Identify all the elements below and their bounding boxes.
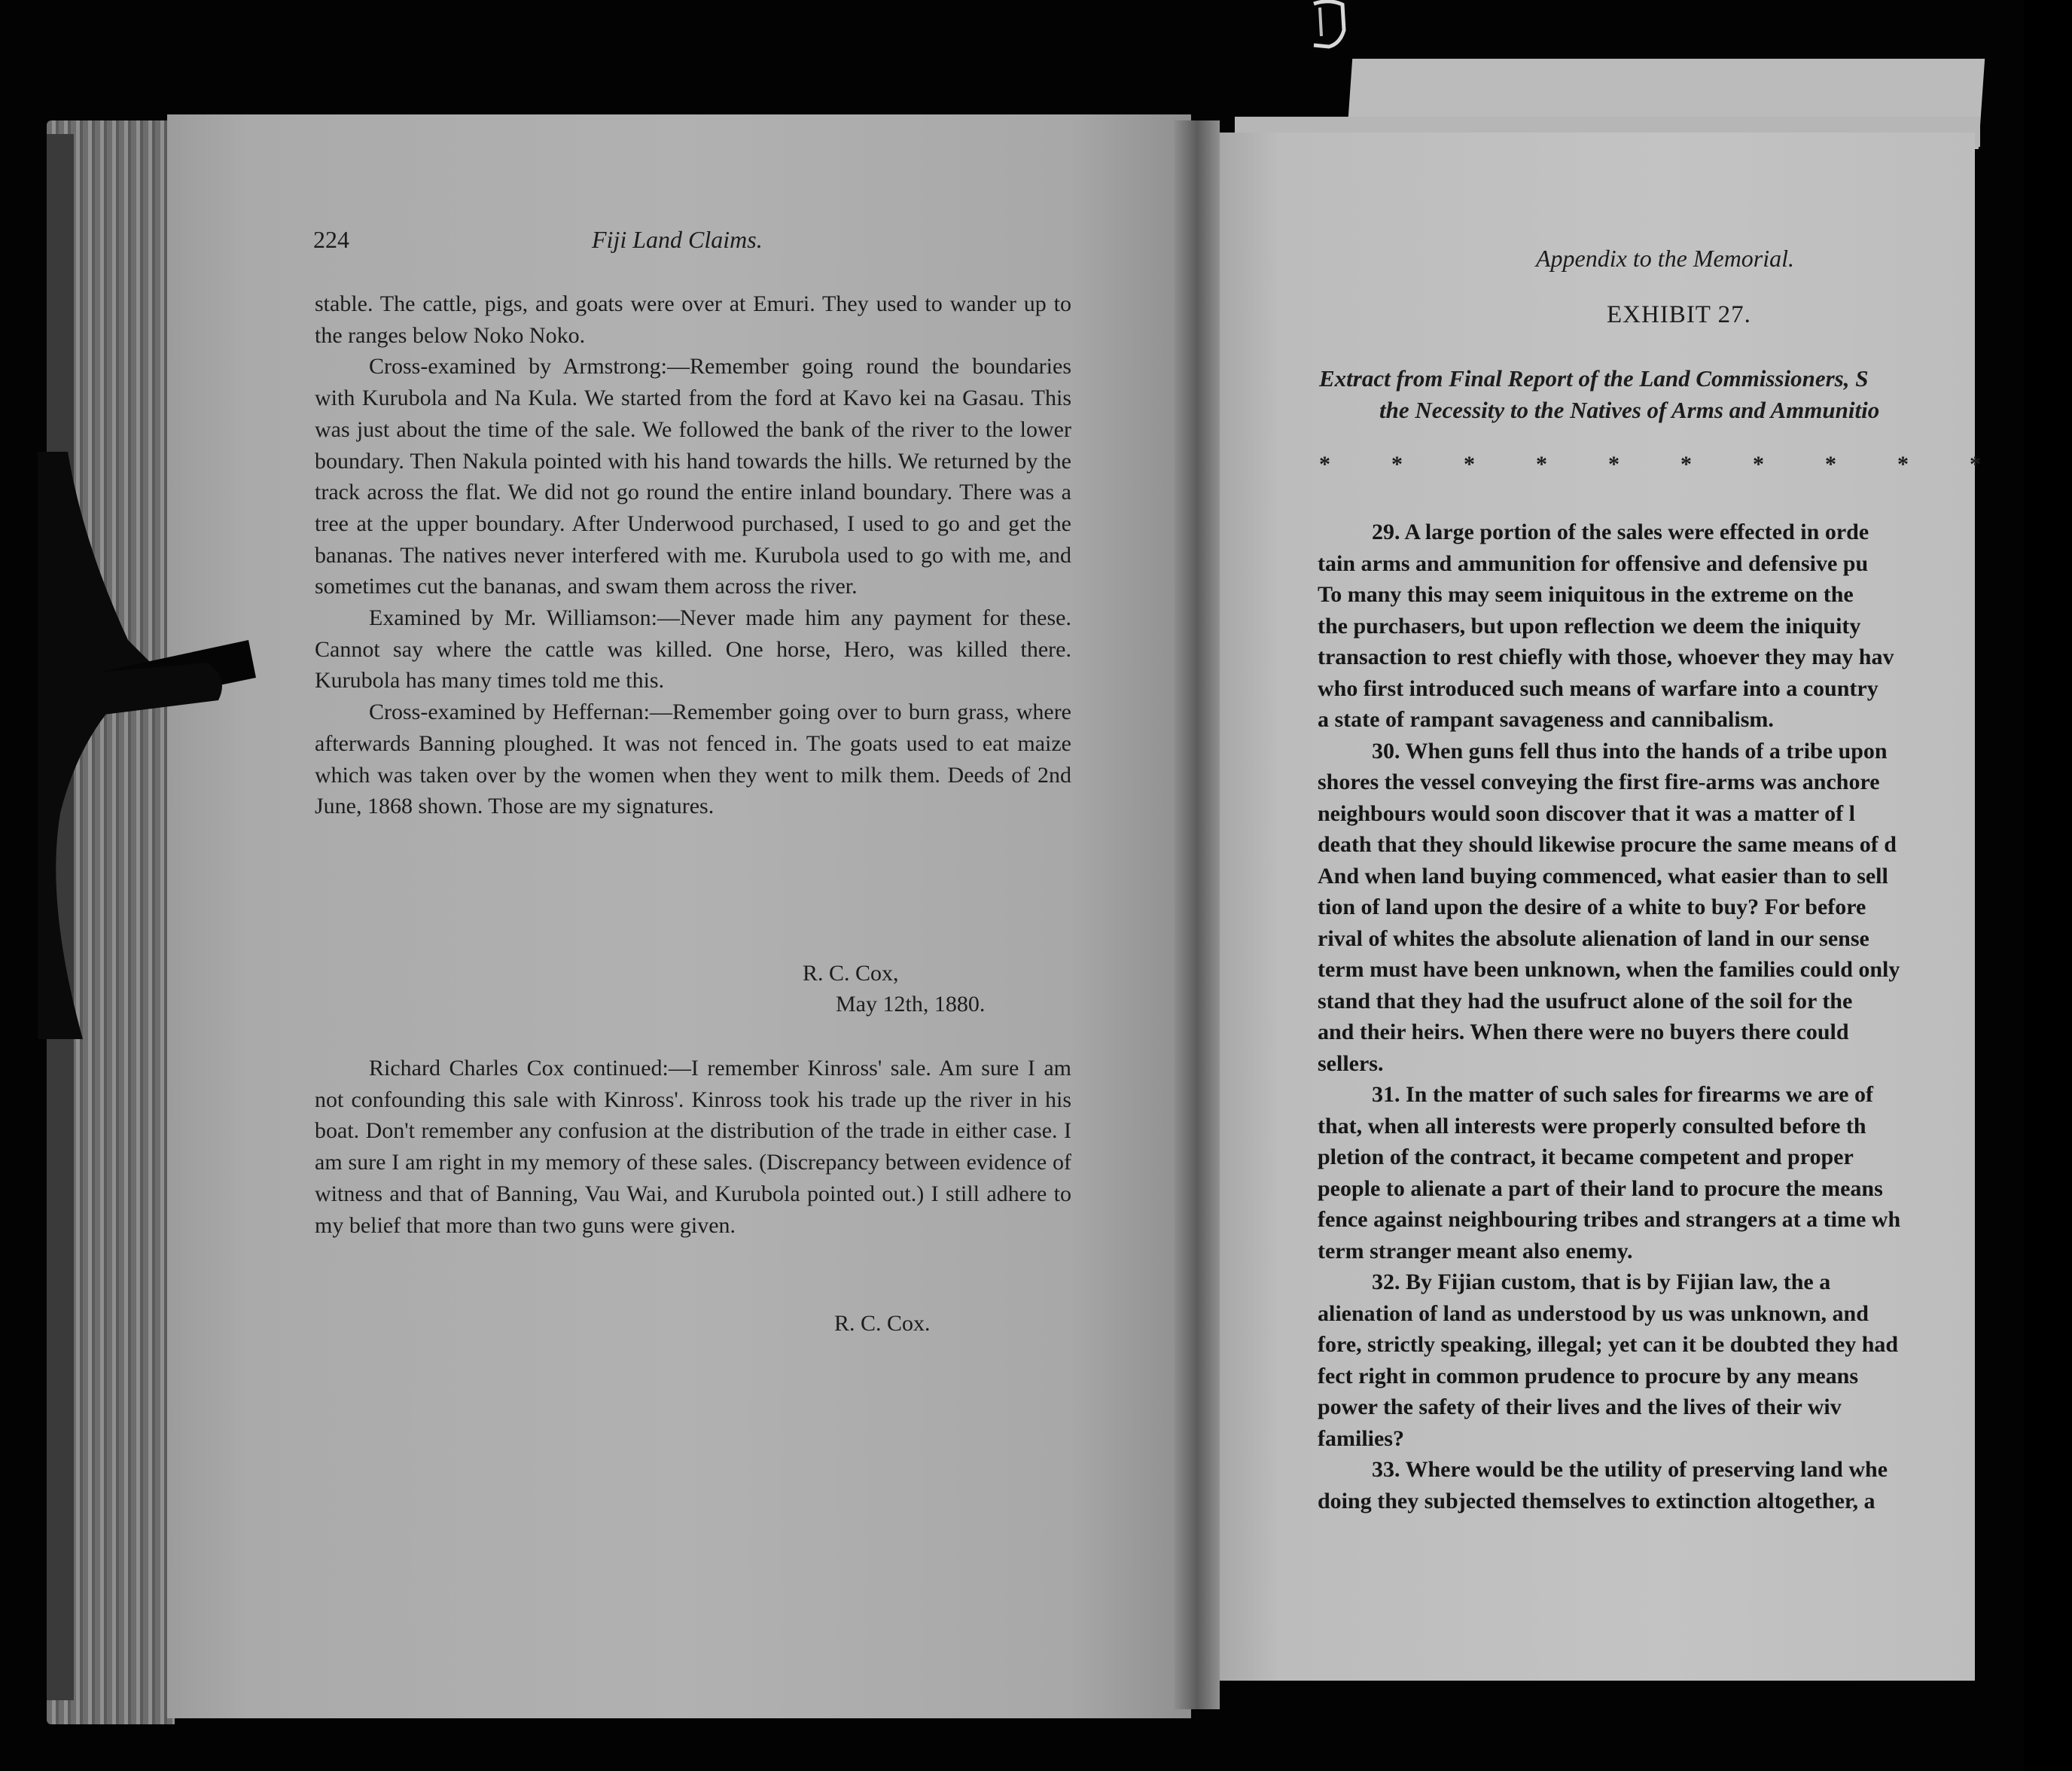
- right-text-line: families?: [1318, 1425, 1404, 1451]
- page-number: 224: [313, 226, 349, 253]
- signature-date: May 12th, 1880.: [836, 992, 986, 1017]
- left-running-title: Fiji Land Claims.: [592, 226, 763, 253]
- exhibit-title: EXHIBIT 27.: [1607, 301, 1751, 328]
- right-text-line: who first introduced such means of warfare into a country: [1318, 675, 1879, 701]
- right-text-line: 31. In the matter of such sales for firearms we are of: [1372, 1082, 1873, 1107]
- star-mark: *: [1753, 452, 1764, 477]
- left-paragraph: stable. The cattle, pigs, and goats were over at Emuri. They used to wander up to the ranges below Noko Noko.: [315, 291, 1071, 348]
- right-running-title: Appendix to the Memorial.: [1536, 245, 1795, 272]
- right-text-line: 33. Where would be the utility of preserving land whe: [1372, 1457, 1888, 1482]
- signature-name: R. C. Cox,: [803, 961, 899, 986]
- right-text-line: 29. A large portion of the sales were effected in orde: [1372, 520, 1869, 544]
- right-text-line: pletion of the contract, it became competent and proper: [1318, 1145, 1854, 1169]
- right-body-text: [1318, 517, 1975, 1518]
- right-text-line: To many this may seem iniquitous in the extreme on the: [1318, 582, 1854, 607]
- star-mark: *: [1536, 452, 1547, 477]
- right-text-line: alienation of land as understood by us was unknown, and: [1318, 1300, 1869, 1326]
- star-mark: *: [1464, 452, 1475, 477]
- right-text-line: and their heirs. When there were no buyers there could: [1318, 1020, 1849, 1044]
- right-text-line: fore, strictly speaking, illegal; yet can it be doubted they had: [1318, 1332, 1899, 1357]
- star-mark: *: [1608, 452, 1620, 477]
- right-text-line: sellers.: [1318, 1050, 1384, 1076]
- right-text-line: 32. By Fijian custom, that is by Fijian law, the a: [1372, 1270, 1831, 1294]
- right-text-line: shores the vessel conveying the first fire-arms was anchore: [1318, 770, 1880, 794]
- extract-line: the Necessity to the Natives of Arms and Ammunitio: [1379, 397, 1880, 423]
- star-mark: *: [1897, 452, 1909, 477]
- right-text-line: term must have been unknown, when the families could only: [1318, 957, 1900, 982]
- left-paragraph: Richard Charles Cox continued:—I remember Kinross' sale. Am sure I am not confounding this sale with Kinross'. Kinross took his trade up the river in his boat. Don't remember any confusion at the distribution of the trade in either case. I am sure I am right in my memory of these sales. (Discrepancy between evidence of witness and that of Banning, Vau Wai, and Kurubola pointed out.) I still adhere to my belief that more than two guns were given.: [315, 1056, 1071, 1238]
- extract-line: Extract from Final Report of the Land Commissioners, S: [1319, 365, 1869, 392]
- right-text-line: 30. When guns fell thus into the hands of a tribe upon: [1372, 738, 1888, 764]
- right-text-line: neighbours would soon discover that it was a matter of l: [1318, 800, 1855, 826]
- star-mark: *: [1680, 452, 1692, 477]
- right-text-line: doing they subjected themselves to extinction altogether, a: [1318, 1488, 1875, 1513]
- right-page-clip: [1203, 133, 1981, 1681]
- right-text-line: stand that they had the usufruct alone of the soil for the: [1318, 988, 1853, 1014]
- right-text-line: And when land buying commenced, what easier than to sell: [1318, 863, 1888, 889]
- right-text-line: people to alienate a part of their land to procure the means: [1318, 1175, 1883, 1201]
- star-mark: *: [1825, 452, 1836, 477]
- star-mark: *: [1391, 452, 1403, 477]
- signature-name: R. C. Cox.: [834, 1311, 931, 1336]
- right-text-line: fect right in common prudence to procure by any means: [1318, 1363, 1859, 1388]
- right-text-line: a state of rampant savageness and cannibalism.: [1318, 707, 1774, 732]
- left-paragraph: Cross-examined by Armstrong:—Remember going round the boundaries with Kurubola and Na Kula. We started from the ford at Kavo kei na Gasau. This was just about the time of the sale. We followed the bank of the river to the lower boundary. Then Nakula pointed with his hand towards the hills. We returned by the track across the flat. We did not go round the entire inland boundary. There was a tree at the upper boundary. After Underwood purchased, I used to go and get the bananas. The natives never interfered with me. Kurubola used to go with me, and sometimes cut the bananas, and swam them across the river.: [315, 354, 1071, 599]
- extract-heading: [1319, 363, 2072, 426]
- right-text-line: the purchasers, but upon reflection we deem the iniquity: [1318, 613, 1861, 639]
- right-text-line: tain arms and ammunition for offensive and defensive pu: [1318, 550, 1869, 576]
- right-text-line: term stranger meant also enemy.: [1318, 1238, 1633, 1263]
- right-text-line: that, when all interests were properly consulted before th: [1318, 1113, 1866, 1138]
- right-text-line: fence against neighbouring tribes and strangers at a time wh: [1318, 1207, 1901, 1232]
- star-mark: *: [1970, 452, 1981, 477]
- left-paragraph: Cross-examined by Heffernan:—Remember going over to burn grass, where afterwards Banning ploughed. It was not fenced in. The goats used to eat maize which was taken over by the women when they went to milk them. Deeds of 2nd June, 1868 shown. Those are my signatures.: [315, 700, 1071, 819]
- right-text-line: tion of land upon the desire of a white to buy? For before: [1318, 895, 1866, 919]
- left-paragraph: Examined by Mr. Williamson:—Never made him any payment for these. Cannot say where the cattle was killed. One horse, Hero, was killed there. Kurubola has many times told me this.: [315, 605, 1071, 693]
- ellipsis-stars: [1319, 452, 1982, 477]
- star-mark: *: [1319, 452, 1330, 477]
- right-text-line: transaction to rest chiefly with those, whoever they may hav: [1318, 645, 1894, 669]
- right-text-line: death that they should likewise procure the same means of d: [1318, 832, 1897, 857]
- right-text-line: rival of whites the absolute alienation of land in our sense: [1318, 925, 1869, 951]
- right-text-line: power the safety of their lives and the lives of their wiv: [1318, 1395, 1842, 1419]
